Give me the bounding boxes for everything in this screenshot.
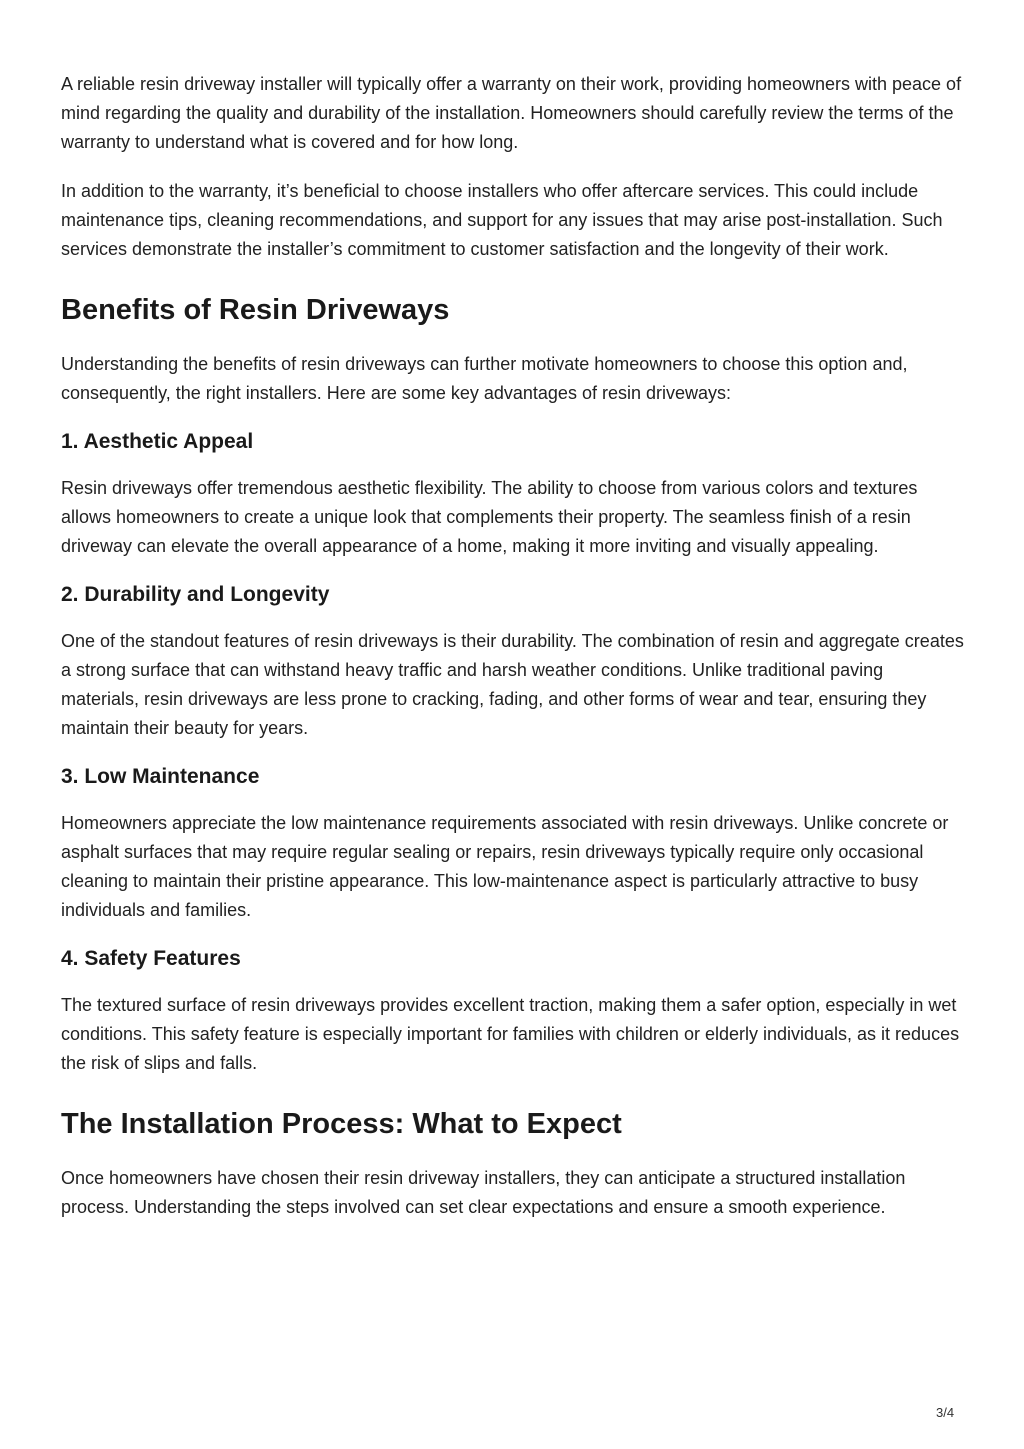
- benefit-body-maintenance: Homeowners appreciate the low maintenance requirements associated with resin driveways. Unlike concrete or asphalt surfaces that may require regular sealing or repairs, resin driveways typically require only occasional cleaning to maintain their pristine appearance. This low-maintenance aspect is particularly attractive to busy individuals and families.: [61, 813, 949, 920]
- benefit-body-safety: The textured surface of resin driveways provides excellent traction, making them a safer option, especially in wet conditions. This safety feature is especially important for families with children or elderly individuals, as it reduces the risk of slips and falls.: [61, 995, 960, 1073]
- benefit-title-safety: 4. Safety Features: [61, 947, 241, 970]
- benefit-title-aesthetic: 1. Aesthetic Appeal: [61, 430, 254, 453]
- installation-intro: Once homeowners have chosen their resin driveway installers, they can anticipate a structured installation process. Understanding the steps involved can set clear expectations and ensure a smooth experience.: [61, 1168, 906, 1217]
- intro-paragraph-warranty: A reliable resin driveway installer will typically offer a warranty on their work, providing homeowners with peace of mind regarding the quality and durability of the installation. Homeowners should carefully review the terms of the warranty to understand what is covered and for how long.: [61, 74, 962, 152]
- benefit-body-durability: One of the standout features of resin driveways is their durability. The combination of resin and aggregate creates a strong surface that can withstand heavy traffic and harsh weather conditions. Unlike traditional paving materials, resin driveways are less prone to cracking, fading, and other forms of wear and tear, ensuring they maintain their beauty for years.: [61, 631, 964, 738]
- installation-heading: The Installation Process: What to Expect: [61, 1108, 622, 1140]
- benefit-body-aesthetic: Resin driveways offer tremendous aesthetic flexibility. The ability to choose from various colors and textures allows homeowners to create a unique look that complements their property. The seamless finish of a resin driveway can elevate the overall appearance of a home, making it more inviting and visually appealing.: [61, 478, 918, 556]
- benefits-heading: Benefits of Resin Driveways: [61, 294, 450, 326]
- page-number: 3/4: [936, 1405, 955, 1420]
- document-page: [61, 70, 966, 1242]
- benefits-intro: Understanding the benefits of resin driveways can further motivate homeowners to choose this option and, consequently, the right installers. Here are some key advantages of resin driveways:: [61, 354, 908, 403]
- intro-paragraph-aftercare: In addition to the warranty, it’s beneficial to choose installers who offer aftercare services. This could include maintenance tips, cleaning recommendations, and support for any issues that may arise post-installation. Such services demonstrate the installer’s commitment to customer satisfaction and the longevity of their work.: [61, 181, 943, 259]
- benefit-title-durability: 2. Durability and Longevity: [61, 583, 330, 606]
- benefit-title-maintenance: 3. Low Maintenance: [61, 765, 260, 788]
